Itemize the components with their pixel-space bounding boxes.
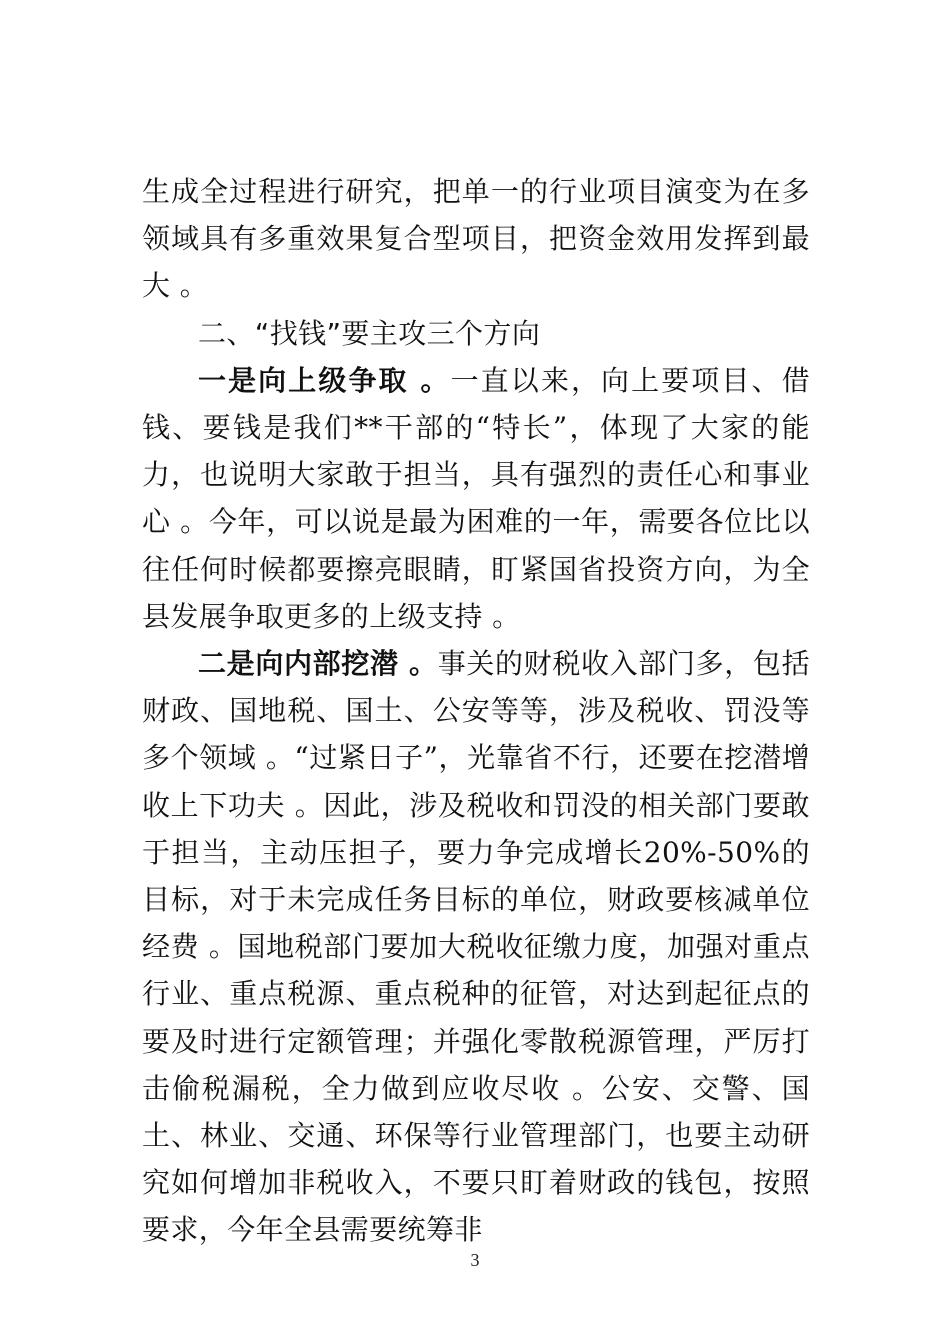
paragraph-text: 事关的财税收入部门多，包括财政、国地税、国土、公安等等，涉及税收、罚没等多个领域 。“过紧日子”，光靠省不行，还要在挖潜增收上下功夫 。因此，涉及税收和罚没的相关部门要敢于担当，主动压担子，要力争完成增长20%-50%的目标，对于未完成任务目标的单位，财政要核减单位经费 。国地税部门要加大税收征缴力度，加强对重点行业、重点税源、重点税种的征管，对达到起征点的要及时进行定额管理；并强化零散税源管理，严厉打击偷税漏税，全力做到应收尽收 。公安、交警、国土、林业、交通、环保等行业管理部门，也要主动研究如何增加非税收入，不要只盯着财政的钱包，按照要求，今年全县需要统筹非 — [142, 647, 810, 1247]
paragraph-lead: 二是向内部挖潜 。 — [198, 647, 438, 681]
paragraph-upper-level — [142, 357, 810, 640]
body-text — [142, 168, 810, 1254]
heading-text: 二、“找钱”要主攻三个方向 — [198, 316, 541, 350]
paragraph-text: 一直以来，向上要项目、借钱、要钱是我们**干部的“特长”，体现了大家的能力，也说明大家敢于担当，具有强烈的责任心和事业心 。今年，可以说是最为困难的一年，需要各位比以往任何时候都要擦亮眼睛，盯紧国省投资方向，为全县发展争取更多的上级支持 。 — [142, 363, 810, 633]
paragraph-text: 生成全过程进行研究，把单一的行业项目演变为在多领域具有多重效果复合型项目，把资金效用发挥到最大 。 — [142, 175, 810, 303]
section-heading — [142, 310, 810, 357]
page-number: 3 — [470, 1250, 480, 1270]
paragraph-continuation — [142, 168, 810, 310]
paragraph-lead: 一是向上级争取 。 — [198, 363, 451, 397]
paragraph-internal — [142, 640, 810, 1254]
